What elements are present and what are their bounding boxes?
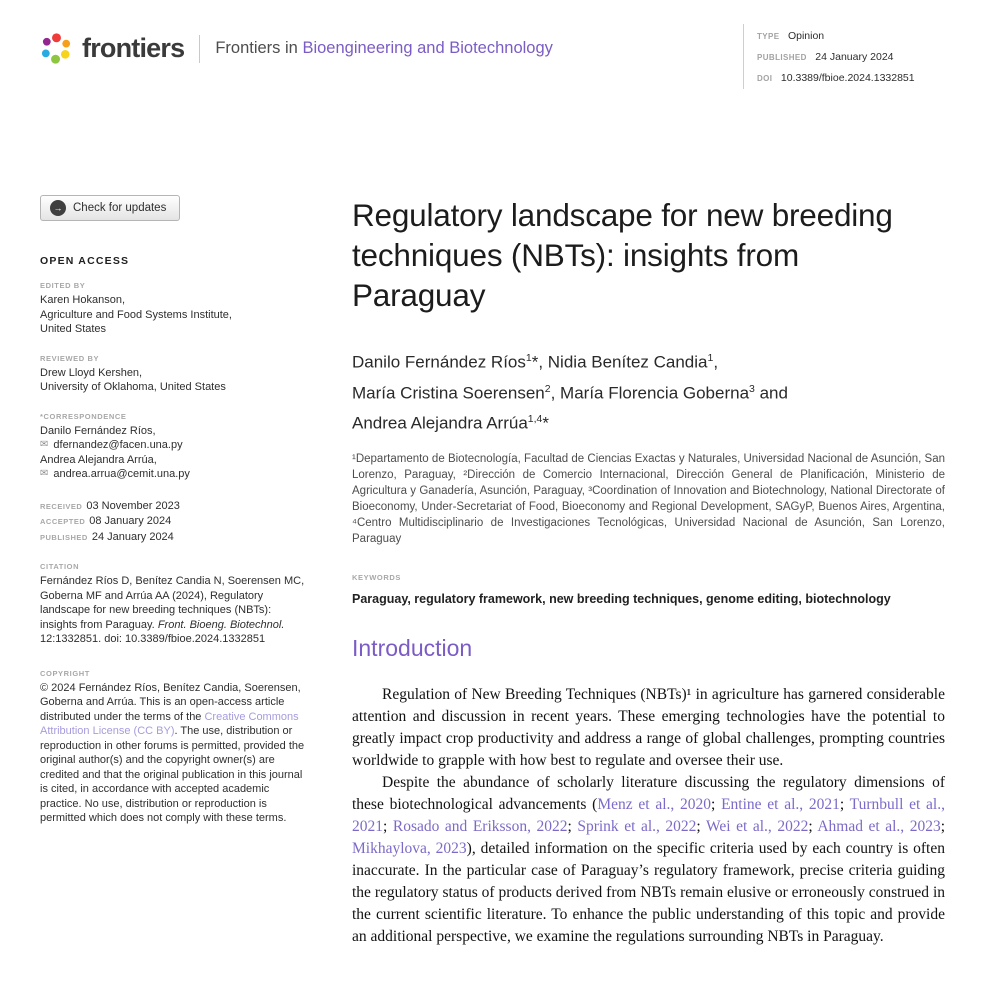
citation-link[interactable]: Wei et al., 2022 xyxy=(706,817,809,835)
author-affiliations: ¹Departamento de Biotecnología, Facultad de Ciencias Exactas y Naturales, Universidad Nacional de Asunción, San Lorenzo, Paraguay, ²Dirección de Comercio Internacional, Dirección General de Planificación, Ministerio de Agricultura y Ganadería, Asunción, Paraguay, ³Coordination of Innovation and Biotechnology, National Directorate of Bioeconomy, Under-Secretariat of Food, Bioeconomy and Regional Development, SAGyP, Buenos Aires, Argentina, ⁴Centro Multidisciplinario de Investigaciones Tecnológicas, Universidad Nacional de Asunción, San Lorenzo, Paraguay xyxy=(352,452,945,545)
correspondence-section xyxy=(40,412,305,482)
reviewed-by-line: Drew Lloyd Kershen, xyxy=(40,366,143,379)
received-label: RECEIVED xyxy=(40,501,83,511)
citation-pre: Fernández Ríos D, Benítez Candia N, Soerensen MC, Goberna MF and Arrúa AA (2024), Regulatory landscape for new breeding techniques (NBTs): insights from Paraguay. xyxy=(40,575,305,631)
paragraph-1: Regulation of New Breeding Techniques (NBTs)¹ in agriculture has garnered considerable attention and discussion in recent years. These emerging technologies have the potential to greatly impact crop productivity and address a range of global challenges, prompting countries worldwide to grapple with how best to regulate and oversee their use. xyxy=(352,685,945,769)
frontiers-brand xyxy=(40,32,553,65)
article-body xyxy=(352,684,945,948)
edited-by-line: United States xyxy=(40,323,107,335)
body-text-segment: ; xyxy=(839,795,850,813)
author-name: Andrea Alejandra Arrúa xyxy=(352,413,528,433)
frontiers-logo-icon xyxy=(40,32,73,65)
brand-divider xyxy=(199,35,200,63)
meta-doi-label: DOI xyxy=(757,74,773,83)
author-line xyxy=(352,376,945,407)
email-icon: ✉ xyxy=(40,468,49,479)
body-text-segment: ; xyxy=(567,817,578,835)
author-affil-sup: 2 xyxy=(544,382,551,395)
published-label: PUBLISHED xyxy=(40,532,88,542)
citation-link[interactable]: Rosado and Eriksson, 2022 xyxy=(392,817,568,835)
crossmark-arrow-glyph: → xyxy=(53,202,63,213)
citation-label: CITATION xyxy=(40,562,80,571)
accepted-date-row xyxy=(40,514,305,530)
article-info-sidebar xyxy=(40,195,308,948)
author-separator: , xyxy=(713,352,719,372)
citation-text xyxy=(40,574,305,647)
author-affil-sup: 1 xyxy=(707,352,714,364)
copyright-pre: © 2024 Fernández Ríos, Benítez Candia, Soerensen, Goberna and Arrúa. This is an open-access article distributed under the terms of the xyxy=(40,681,301,723)
accepted-label: ACCEPTED xyxy=(40,517,86,526)
author-affil-sup: 1,4 xyxy=(527,413,543,426)
meta-published-label: PUBLISHED xyxy=(757,53,807,62)
meta-type-label: TYPE xyxy=(757,32,780,41)
author-line xyxy=(352,406,945,437)
citation-journal-abbrev: Front. Bioeng. Biotechnol. xyxy=(157,618,285,631)
reviewed-by-section xyxy=(40,354,305,395)
body-text-segment: ; xyxy=(711,795,722,813)
body-text-segment: ; xyxy=(940,817,946,835)
edited-by-section xyxy=(40,281,305,337)
author-separator: * xyxy=(542,413,550,433)
paragraph-2 xyxy=(352,772,945,948)
meta-published-value: 24 January 2024 xyxy=(815,51,894,63)
check-for-updates-label: Check for updates xyxy=(73,202,167,214)
author-affil-sup: 1 xyxy=(525,352,532,364)
citation-section xyxy=(40,562,305,647)
meta-type-value: Opinion xyxy=(787,30,825,42)
meta-type-row xyxy=(757,26,945,44)
reviewed-by-line: University of Oklahoma, United States xyxy=(40,381,226,393)
open-access-badge: OPEN ACCESS xyxy=(40,255,130,267)
journal-name-link[interactable]: Bioengineering and Biotechnology xyxy=(302,39,553,57)
citation-link[interactable]: Menz et al., 2020 xyxy=(597,795,711,813)
keywords-text: Paraguay, regulatory framework, new breeding techniques, genome editing, biotechnology xyxy=(352,591,891,606)
received-date-row xyxy=(40,499,305,515)
body-text-segment: ; xyxy=(383,817,393,835)
body-text-segment: ; xyxy=(696,817,706,835)
correspondence-email-row xyxy=(40,467,305,482)
edited-by-label: EDITED BY xyxy=(40,281,86,290)
citation-link[interactable]: Turnbull et al., 2021 xyxy=(352,795,945,835)
body-text-segment: ; xyxy=(808,817,818,835)
accepted-value: 08 January 2024 xyxy=(89,515,172,527)
author-separator: and xyxy=(754,383,788,403)
citation-post: 12:1332851. doi: 10.3389/fbioe.2024.1332851 xyxy=(40,633,266,645)
copyright-section xyxy=(40,669,305,826)
author-affil-sup: 3 xyxy=(749,382,755,395)
citation-link[interactable]: Sprink et al., 2022 xyxy=(577,817,697,835)
meta-doi-value: 10.3389/fbioe.2024.1332851 xyxy=(780,72,915,84)
author-list xyxy=(352,345,945,437)
citation-link[interactable]: Mikhaylova, 2023 xyxy=(352,839,467,857)
content-area xyxy=(0,195,985,948)
email-icon: ✉ xyxy=(40,439,49,450)
author-line xyxy=(352,345,945,376)
body-text-segment: Despite the abundance of scholarly literature discussing the regulatory dimensions of these biotechnological advancements ( xyxy=(352,773,945,813)
author-name: *, Nidia Benítez Candia xyxy=(531,352,708,372)
author-name: María Cristina Soerensen xyxy=(352,383,545,403)
journal-prefix: Frontiers in xyxy=(215,39,298,57)
keywords-label: KEYWORDS xyxy=(352,572,401,582)
dates-section xyxy=(40,499,305,546)
correspondence-email-row xyxy=(40,438,305,453)
email-link[interactable]: dfernandez@facen.una.py xyxy=(53,439,183,451)
author-name: Danilo Fernández Ríos xyxy=(352,352,526,372)
copyright-label: COPYRIGHT xyxy=(40,668,90,678)
copyright-post: . The use, distribution or reproduction in other forums is permitted, provided the original author(s) and the copyright owner(s) are credited and that the original publication in this journal is cited, in accordance with accepted academic practice. No use, distribution or reproduction is permitted which does not comply with these terms. xyxy=(40,725,305,824)
email-link[interactable]: andrea.arrua@cemit.una.py xyxy=(53,468,190,480)
author-name: , María Florencia Goberna xyxy=(550,383,750,403)
check-for-updates-button[interactable] xyxy=(40,195,180,221)
edited-by-line: Karen Hokanson, xyxy=(40,294,125,306)
reviewed-by-label: REVIEWED BY xyxy=(40,353,100,363)
citation-link[interactable]: Entine et al., 2021 xyxy=(721,795,840,813)
article-title: Regulatory landscape for new breeding techniques (NBTs): insights from Paraguay xyxy=(352,197,893,313)
page-header xyxy=(0,0,985,89)
citation-link[interactable]: Ahmad et al., 2023 xyxy=(817,817,941,835)
correspondence-name: Danilo Fernández Ríos, xyxy=(40,424,156,437)
copyright-text xyxy=(40,681,305,826)
correspondence-name: Andrea Alejandra Arrúa, xyxy=(40,453,157,466)
meta-published-row xyxy=(757,47,945,65)
published-date-row xyxy=(40,530,305,546)
crossmark-icon xyxy=(50,200,66,216)
article-main xyxy=(352,195,945,948)
published-value: 24 January 2024 xyxy=(91,530,174,543)
cc-by-license-link[interactable]: Creative Commons Attribution License (CC BY) xyxy=(40,710,299,737)
correspondence-label: *CORRESPONDENCE xyxy=(40,411,127,421)
meta-doi-row xyxy=(757,68,945,86)
frontiers-wordmark: frontiers xyxy=(82,33,185,63)
received-value: 03 November 2023 xyxy=(86,499,180,512)
body-text-segment: ), detailed information on the specific criteria used by each country is often inaccurate. In the particular case of Paraguay’s regulatory framework, precise criteria guiding the regulatory status of products derived from NBTs remain elusive or erroneously construed in the current scientific literature. To enhance the public understanding of this topic and provide an additional perspective, we examine the regulations surrounding NBTs in Paraguay. xyxy=(352,839,945,945)
article-meta-block xyxy=(743,24,945,89)
edited-by-line: Agriculture and Food Systems Institute, xyxy=(40,308,232,321)
section-heading-introduction: Introduction xyxy=(352,634,473,661)
journal-title xyxy=(215,39,553,58)
